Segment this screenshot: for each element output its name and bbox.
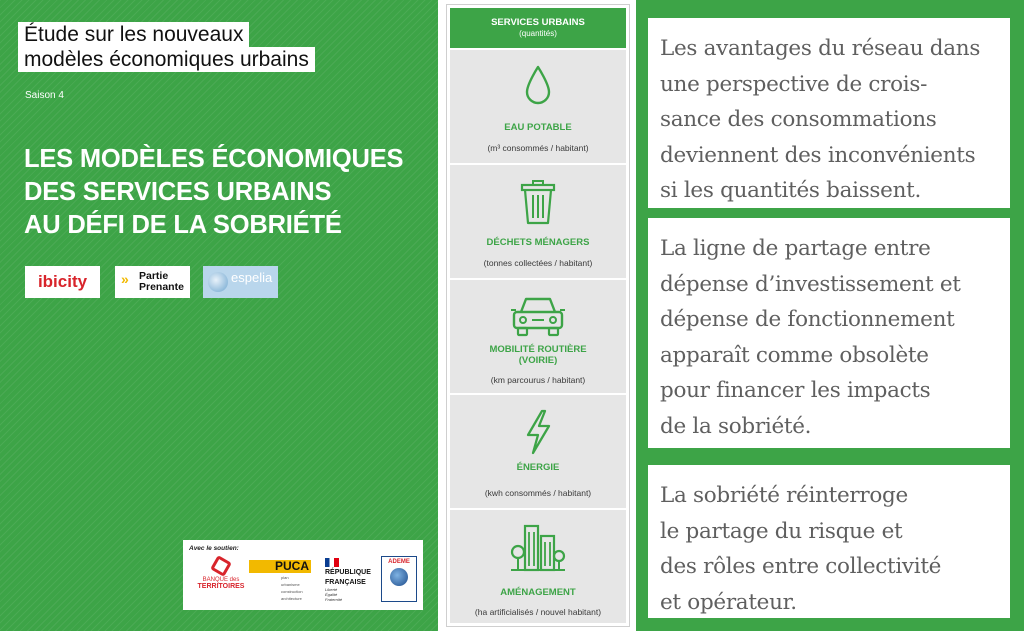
study-title-line2: modèles économiques urbains — [18, 47, 315, 72]
espelia-label: espelia — [231, 270, 273, 285]
report-cover — [0, 0, 438, 631]
support-label: Avec le soutien: — [189, 545, 239, 552]
services-urbains-panel — [446, 4, 630, 627]
services-header — [450, 8, 626, 48]
service-amenagement — [450, 510, 626, 623]
quote-line: La sobriété réinterroge — [660, 483, 908, 508]
cover-title-line1: LES MODÈLES ÉCONOMIQUES — [24, 145, 404, 173]
service-unit: (kwh consommés / habitant) — [484, 488, 592, 498]
water-drop-icon — [450, 64, 626, 106]
puca-sub1: plan — [281, 575, 289, 580]
partie-prenante-line1: Partie — [139, 270, 169, 282]
lightning-icon — [450, 409, 626, 451]
quote-line: dépense d’investissement et — [660, 271, 961, 297]
service-name: ÉNERGIE — [516, 462, 560, 473]
puca-sub4: architecture — [281, 596, 302, 601]
service-mobilite-routiere — [450, 280, 626, 393]
service-name: AMÉNAGEMENT — [500, 587, 576, 598]
car-icon — [450, 292, 626, 334]
services-header-title: SERVICES URBAINS — [491, 17, 585, 28]
study-title — [18, 22, 315, 72]
quote-line: des rôles entre collectivité — [660, 554, 942, 579]
service-unit: (km parcourus / habitant) — [490, 375, 586, 385]
service-name-line2: (VOIRIE) — [518, 355, 558, 366]
service-dechets-menagers — [450, 165, 626, 278]
partie-prenante-logo — [115, 266, 190, 298]
hexagon-icon — [210, 555, 232, 577]
city-buildings-icon — [450, 522, 626, 564]
quote-line: Les avantages du réseau dans — [660, 36, 981, 61]
quote-line: dépense de fonctionnement — [660, 307, 955, 332]
quote-line: et opérateur. — [660, 589, 797, 615]
puca-label: PUCA — [249, 560, 311, 573]
banque-des-territoires-logo — [191, 558, 251, 590]
puca-logo — [249, 560, 311, 601]
trash-bin-icon — [450, 179, 626, 221]
rf-motto3: Fraternité — [325, 597, 343, 602]
ademe-globe-icon — [390, 568, 408, 586]
quote-line: apparaît comme obsolète — [660, 342, 929, 368]
quote-line: de la sobriété. — [660, 413, 812, 439]
banque-line2: TERRITOIRES — [197, 583, 245, 590]
banque-line1: BANQUE des — [202, 577, 240, 583]
cover-main-title — [24, 143, 434, 242]
ademe-label: ADEME — [388, 559, 410, 565]
espelia-logo — [203, 266, 278, 298]
ibicity-logo: ibicity — [25, 266, 100, 298]
quote-line: une perspective de crois- — [660, 71, 928, 97]
quote-line: si les quantités baissent. — [660, 178, 922, 203]
chevrons-icon: » — [121, 271, 129, 287]
service-unit: (ha artificialisés / nouvel habitant) — [474, 607, 602, 617]
services-header-subtitle: (quantités) — [519, 29, 557, 38]
service-eau-potable — [450, 50, 626, 163]
espelia-globe-icon — [208, 272, 228, 292]
puca-sub3: construction — [281, 589, 303, 594]
service-name: EAU POTABLE — [504, 122, 572, 133]
cover-title-line3: AU DÉFI DE LA SOBRIÉTÉ — [24, 211, 342, 239]
quote-box-3 — [648, 465, 1010, 618]
cover-title-line2: DES SERVICES URBAINS — [24, 178, 332, 206]
rf-line2: FRANÇAISE — [325, 579, 366, 586]
quote-line: La ligne de partage entre — [660, 236, 931, 261]
quote-line: sance des consommations — [660, 107, 937, 132]
service-unit: (tonnes collectées / habitant) — [483, 258, 593, 268]
support-logos-box — [183, 540, 423, 610]
study-title-line1: Étude sur les nouveaux — [18, 22, 249, 47]
quote-line: le partage du risque et — [660, 518, 903, 544]
republique-francaise-logo — [325, 558, 377, 602]
service-unit: (m³ consommés / habitant) — [487, 143, 589, 153]
quote-box-2 — [648, 218, 1010, 448]
rf-motto2: Égalité — [325, 592, 338, 597]
service-name: DÉCHETS MÉNAGERS — [486, 237, 590, 248]
service-name-line1: MOBILITÉ ROUTIÈRE — [489, 344, 587, 355]
rf-motto1: Liberté — [325, 587, 338, 592]
season-label: Saison 4 — [25, 90, 64, 101]
service-energie — [450, 395, 626, 508]
ademe-logo — [381, 556, 417, 602]
french-flag-icon — [325, 558, 339, 567]
puca-sub2: urbanisme — [281, 582, 300, 587]
rf-line1: RÉPUBLIQUE — [325, 569, 371, 576]
quote-line: deviennent des inconvénients — [660, 142, 976, 168]
quote-line: pour financer les impacts — [660, 378, 931, 403]
quote-box-1 — [648, 18, 1010, 208]
partie-prenante-line2: Prenante — [139, 281, 184, 293]
